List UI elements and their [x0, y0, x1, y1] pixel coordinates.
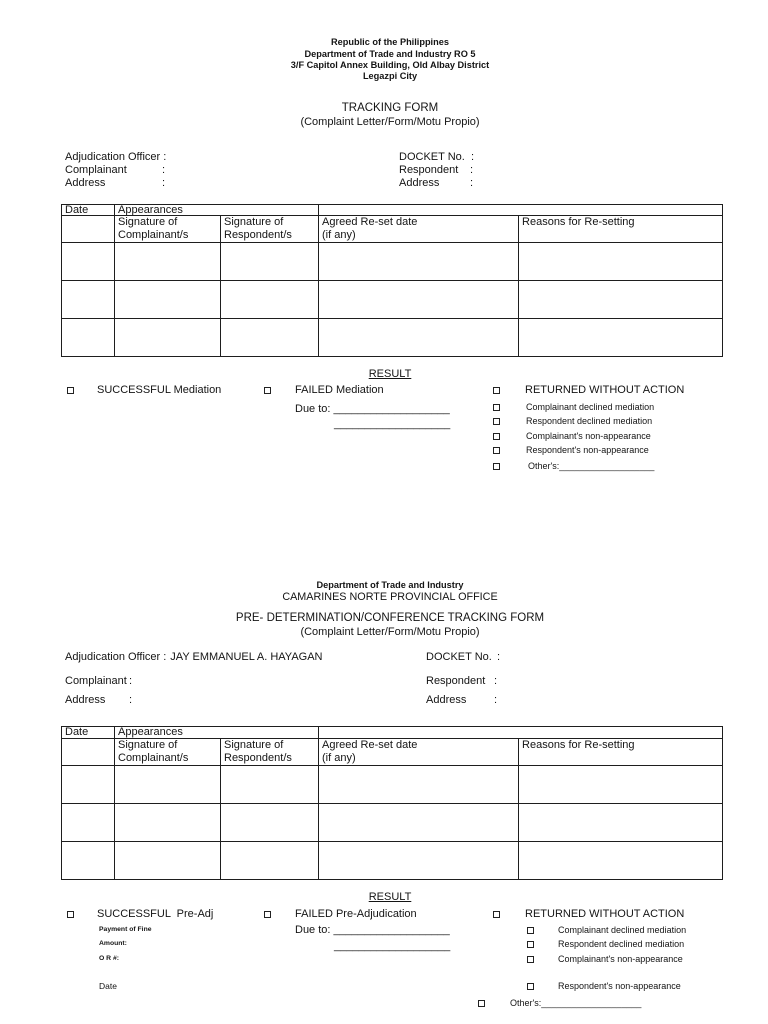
table-cell [62, 319, 115, 357]
table-cell [115, 766, 221, 804]
failed-pre-adjudication-label: FAILED Pre-Adjudication [295, 907, 417, 920]
address-right-colon: : [470, 176, 474, 189]
table-cell [519, 319, 723, 357]
table-cell [62, 243, 115, 281]
header-blank-cell [319, 727, 723, 739]
reason-checkbox [478, 1000, 485, 1007]
payment-date-label: Date [99, 980, 117, 991]
docket-no-label: DOCKET No. [426, 650, 492, 663]
complainant-label: Complainant [65, 163, 127, 176]
reason-checkbox [493, 404, 500, 411]
table-cell [115, 842, 221, 880]
reasons-for-resetting-header: Reasons for Re-setting [519, 739, 723, 766]
header-department: Department of Trade and Industry [316, 579, 464, 590]
returned-without-action-label: RETURNED WITHOUT ACTION [525, 383, 685, 396]
failed-mediation-checkbox [264, 387, 271, 394]
date-subheader-cell [62, 739, 115, 766]
due-to-line-2: ___________________ [334, 939, 451, 952]
header-provincial-office: CAMARINES NORTE PROVINCIAL OFFICE [282, 590, 498, 603]
successful-pre-adj-checkbox [67, 911, 74, 918]
table-cell [519, 243, 723, 281]
table-header-row [62, 205, 723, 216]
appearances-table [61, 204, 723, 357]
address-right-label: Address [426, 693, 467, 706]
returned-without-action-checkbox [493, 911, 500, 918]
reason-checkbox [493, 433, 500, 440]
header-blank-cell [319, 205, 723, 216]
table-cell [519, 804, 723, 842]
header-address: 3/F Capitol Annex Building, Old Albay District [290, 59, 490, 70]
table-cell [319, 804, 519, 842]
adjudication-officer-label: Adjudication Officer : [65, 650, 167, 663]
reason-complainant-non-appearance: Complainant's non-appearance [526, 430, 651, 441]
table-cell [319, 243, 519, 281]
table-subheader-row [62, 739, 723, 766]
respondent-colon: : [470, 163, 474, 176]
due-to-line: Due to: ___________________ [295, 402, 450, 415]
complainant-label: Complainant [65, 674, 127, 687]
signature-respondent-header: Signature of Respondent/s [221, 739, 319, 766]
table-cell [115, 281, 221, 319]
agreed-reset-date-header: Agreed Re-set date (if any) [319, 739, 519, 766]
form-title: TRACKING FORM [341, 101, 439, 114]
form-subtitle: (Complaint Letter/Form/Motu Propio) [300, 115, 480, 128]
table-cell [221, 842, 319, 880]
table-row [62, 281, 723, 319]
respondent-label: Respondent [399, 163, 459, 176]
table-cell [319, 319, 519, 357]
due-to-line-2: ___________________ [334, 417, 451, 430]
reason-complainant-non-appearance: Complainant's non-appearance [558, 953, 683, 964]
reason-respondent-declined: Respondent declined mediation [526, 415, 653, 426]
table-cell [62, 804, 115, 842]
header-department: Department of Trade and Industry RO 5 [304, 48, 476, 59]
reason-checkbox [527, 983, 534, 990]
address-label: Address [65, 693, 106, 706]
reason-respondent-non-appearance: Respondent's non-appearance [526, 444, 649, 455]
table-cell [221, 319, 319, 357]
due-to-line: Due to: ___________________ [295, 923, 450, 936]
appearances-table [61, 726, 723, 880]
table-cell [62, 281, 115, 319]
adjudication-officer-value: JAY EMMANUEL A. HAYAGAN [170, 650, 323, 663]
result-heading: RESULT [368, 890, 412, 903]
header-republic: Republic of the Philippines [331, 36, 449, 47]
table-row [62, 804, 723, 842]
signature-complainant-header: Signature of Complainant/s [115, 216, 221, 243]
reason-complainant-declined: Complainant declined mediation [526, 401, 655, 412]
table-cell [519, 842, 723, 880]
reason-checkbox [527, 941, 534, 948]
successful-mediation-checkbox [67, 387, 74, 394]
appearances-header: Appearances [115, 727, 319, 739]
table-header-row [62, 727, 723, 739]
reason-checkbox [493, 418, 500, 425]
reason-others: Other's:___________________ [528, 460, 655, 471]
successful-mediation-label: SUCCESSFUL Mediation [97, 383, 222, 396]
agreed-reset-date-header: Agreed Re-set date (if any) [319, 216, 519, 243]
table-subheader-row [62, 216, 723, 243]
table-cell [62, 766, 115, 804]
failed-mediation-label: FAILED Mediation [295, 383, 384, 396]
header-city: Legazpi City [362, 70, 418, 81]
date-subheader-cell [62, 216, 115, 243]
table-cell [221, 243, 319, 281]
reason-complainant-declined: Complainant declined mediation [558, 924, 687, 935]
table-cell [319, 842, 519, 880]
returned-without-action-label: RETURNED WITHOUT ACTION [525, 907, 685, 920]
table-cell [115, 319, 221, 357]
result-heading: RESULT [368, 367, 412, 380]
payment-of-fine-label: Payment of Fine [99, 926, 152, 933]
address-right-colon: : [494, 693, 498, 706]
successful-pre-adj-label: SUCCESSFUL Pre-Adj [97, 907, 214, 920]
reasons-for-resetting-header: Reasons for Re-setting [519, 216, 723, 243]
signature-respondent-header: Signature of Respondent/s [221, 216, 319, 243]
docket-no-colon: : [497, 650, 501, 663]
table-cell [519, 766, 723, 804]
date-header: Date [62, 727, 115, 739]
adjudication-officer-field [65, 651, 323, 664]
reason-checkbox [493, 447, 500, 454]
reason-checkbox [493, 463, 500, 470]
table-cell [319, 281, 519, 319]
table-cell [319, 766, 519, 804]
table-cell [221, 804, 319, 842]
or-number-label: O R #: [99, 955, 120, 962]
form-subtitle: (Complaint Letter/Form/Motu Propio) [300, 625, 480, 638]
appearances-header: Appearances [115, 205, 319, 216]
complainant-colon: : [129, 674, 133, 687]
reason-others: Other's:____________________ [510, 997, 642, 1008]
reason-respondent-declined: Respondent declined mediation [558, 938, 685, 949]
reason-respondent-non-appearance: Respondent's non-appearance [558, 980, 681, 991]
table-row [62, 319, 723, 357]
table-cell [221, 281, 319, 319]
adjudication-officer-label: Adjudication Officer : [65, 150, 167, 163]
table-cell [221, 766, 319, 804]
respondent-label: Respondent [426, 674, 486, 687]
failed-pre-adjudication-checkbox [264, 911, 271, 918]
address-colon: : [162, 176, 166, 189]
docket-no-colon: : [471, 150, 475, 163]
amount-label: Amount: [99, 940, 127, 947]
table-row [62, 842, 723, 880]
reason-checkbox [527, 956, 534, 963]
reason-checkbox [527, 927, 534, 934]
table-row [62, 766, 723, 804]
address-right-label: Address [399, 176, 440, 189]
table-cell [115, 243, 221, 281]
complainant-colon: : [162, 163, 166, 176]
address-colon: : [129, 693, 133, 706]
signature-complainant-header: Signature of Complainant/s [115, 739, 221, 766]
address-label: Address [65, 176, 106, 189]
form-title: PRE- DETERMINATION/CONFERENCE TRACKING FORM [235, 611, 545, 624]
docket-no-label: DOCKET No. [399, 150, 465, 163]
table-cell [115, 804, 221, 842]
table-cell [519, 281, 723, 319]
date-header: Date [62, 205, 115, 216]
returned-without-action-checkbox [493, 387, 500, 394]
table-row [62, 243, 723, 281]
respondent-colon: : [494, 674, 498, 687]
table-cell [62, 842, 115, 880]
